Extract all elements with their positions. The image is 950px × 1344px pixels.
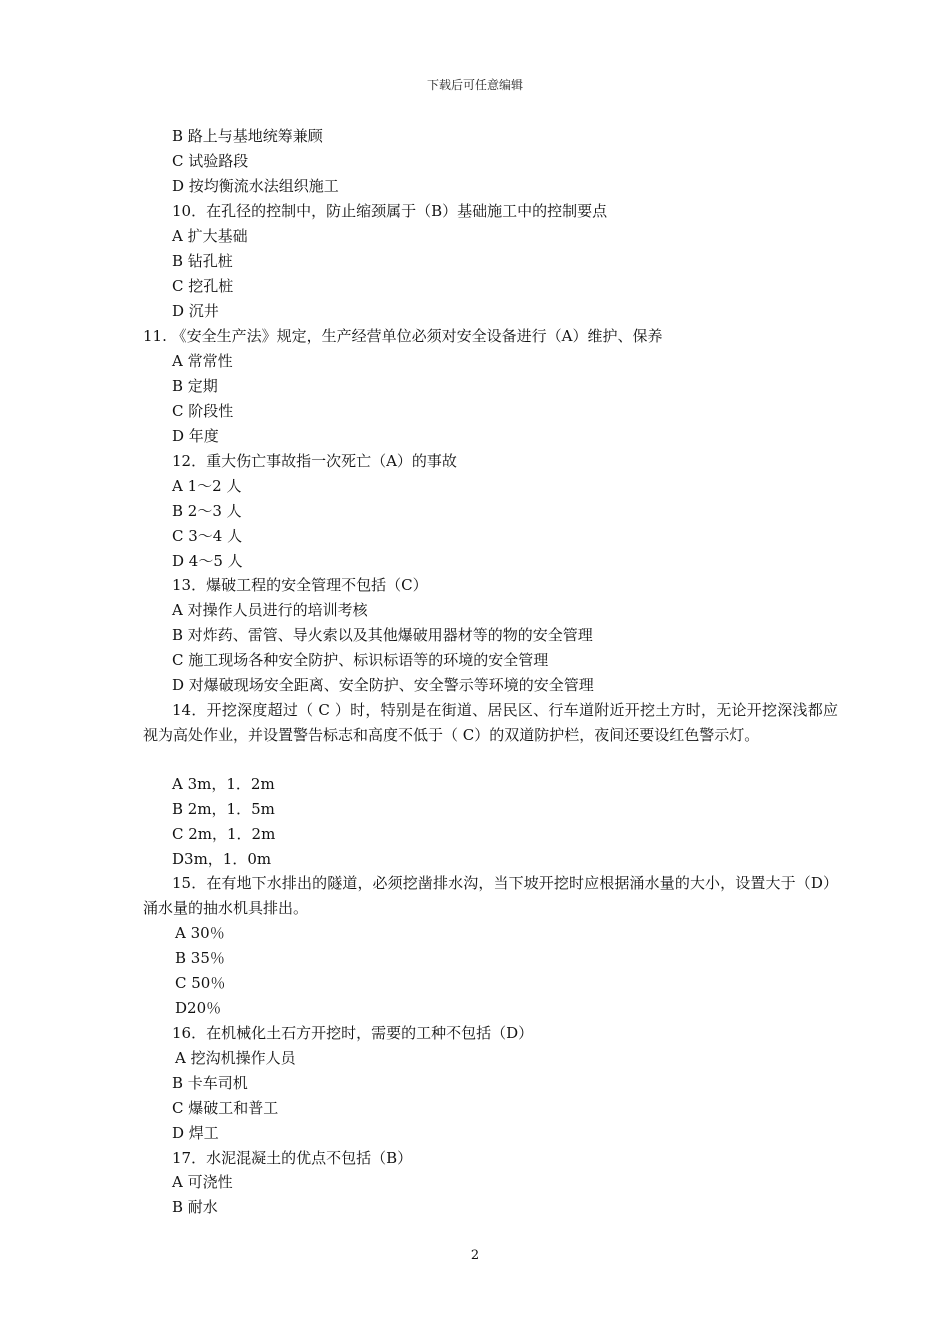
answer-option: B 35％ — [175, 949, 225, 967]
answer-option: B 2m，1．5m — [172, 800, 275, 818]
answer-option: D3m，1．0m — [172, 850, 272, 868]
question-paragraph: 15．在有地下水排出的隧道，必须挖凿排水沟，当下坡开挖时应根据涌水量的大小，设置大于（D）涌水量的抽水机具排出。 — [143, 874, 838, 917]
answer-option: D 焊工 — [172, 1124, 219, 1142]
answer-option: C 2m，1．2m — [172, 825, 276, 843]
answer-option: C 50％ — [175, 974, 226, 992]
question-text: 16．在机械化土石方开挖时，需要的工种不包括（D） — [172, 1024, 534, 1042]
page-number: 2 — [470, 1248, 480, 1263]
question-text: 17．水泥混凝土的优点不包括（B） — [172, 1149, 413, 1167]
answer-option: D 沉井 — [172, 302, 219, 320]
answer-option: B 耐水 — [172, 1198, 218, 1216]
answer-option: B 定期 — [172, 377, 218, 395]
answer-option: C 爆破工和普工 — [172, 1099, 279, 1117]
answer-option: A 3m，1．2m — [172, 775, 275, 793]
answer-option: A 扩大基础 — [172, 227, 248, 245]
question-text: 12．重大伤亡事故指一次死亡（A）的事故 — [172, 452, 457, 470]
answer-option: D 对爆破现场安全距离、安全防护、安全警示等环境的安全管理 — [172, 676, 594, 694]
answer-option: C 3～4 人 — [172, 527, 243, 545]
answer-option: B 卡车司机 — [172, 1074, 248, 1092]
answer-option: A 对操作人员进行的培训考核 — [172, 601, 368, 619]
answer-option: D20％ — [175, 999, 222, 1017]
answer-option: A 1～2 人 — [172, 477, 242, 495]
answer-option: C 阶段性 — [172, 402, 234, 420]
answer-option: B 2～3 人 — [172, 502, 242, 520]
answer-option: B 路上与基地统筹兼顾 — [172, 127, 323, 145]
question-text: 11. 《安全生产法》规定，生产经营单位必须对安全设备进行（A）维护、保养 — [143, 327, 663, 345]
answer-option: D 年度 — [172, 427, 219, 445]
answer-option: C 挖孔桩 — [172, 277, 234, 295]
answer-option: D 按均衡流水法组织施工 — [172, 177, 339, 195]
question-paragraph: 14．开挖深度超过（ C ）时，特别是在街道、居民区、行车道附近开挖土方时，无论开挖深浅都应视为高处作业，并设置警告标志和高度不低于（ C）的双道防护栏，夜间还要设红色警示灯。 — [143, 701, 838, 744]
answer-option: B 钻孔桩 — [172, 252, 233, 270]
answer-option: D 4～5 人 — [172, 552, 243, 570]
question-text: 10．在孔径的控制中，防止缩颈属于（B）基础施工中的控制要点 — [172, 202, 608, 220]
answer-option: A 常常性 — [172, 352, 233, 370]
answer-option: A 挖沟机操作人员 — [175, 1049, 296, 1067]
answer-option: C 试验路段 — [172, 152, 249, 170]
answer-option: B 对炸药、雷管、导火索以及其他爆破用器材等的物的安全管理 — [172, 626, 593, 644]
question-text: 13．爆破工程的安全管理不包括（C） — [172, 576, 428, 594]
answer-option: A 可浇性 — [172, 1173, 233, 1191]
answer-option: C 施工现场各种安全防护、标识标语等的环境的安全管理 — [172, 651, 549, 669]
answer-option: A 30％ — [175, 924, 225, 942]
page-header: 下载后可任意编辑 — [426, 78, 523, 92]
